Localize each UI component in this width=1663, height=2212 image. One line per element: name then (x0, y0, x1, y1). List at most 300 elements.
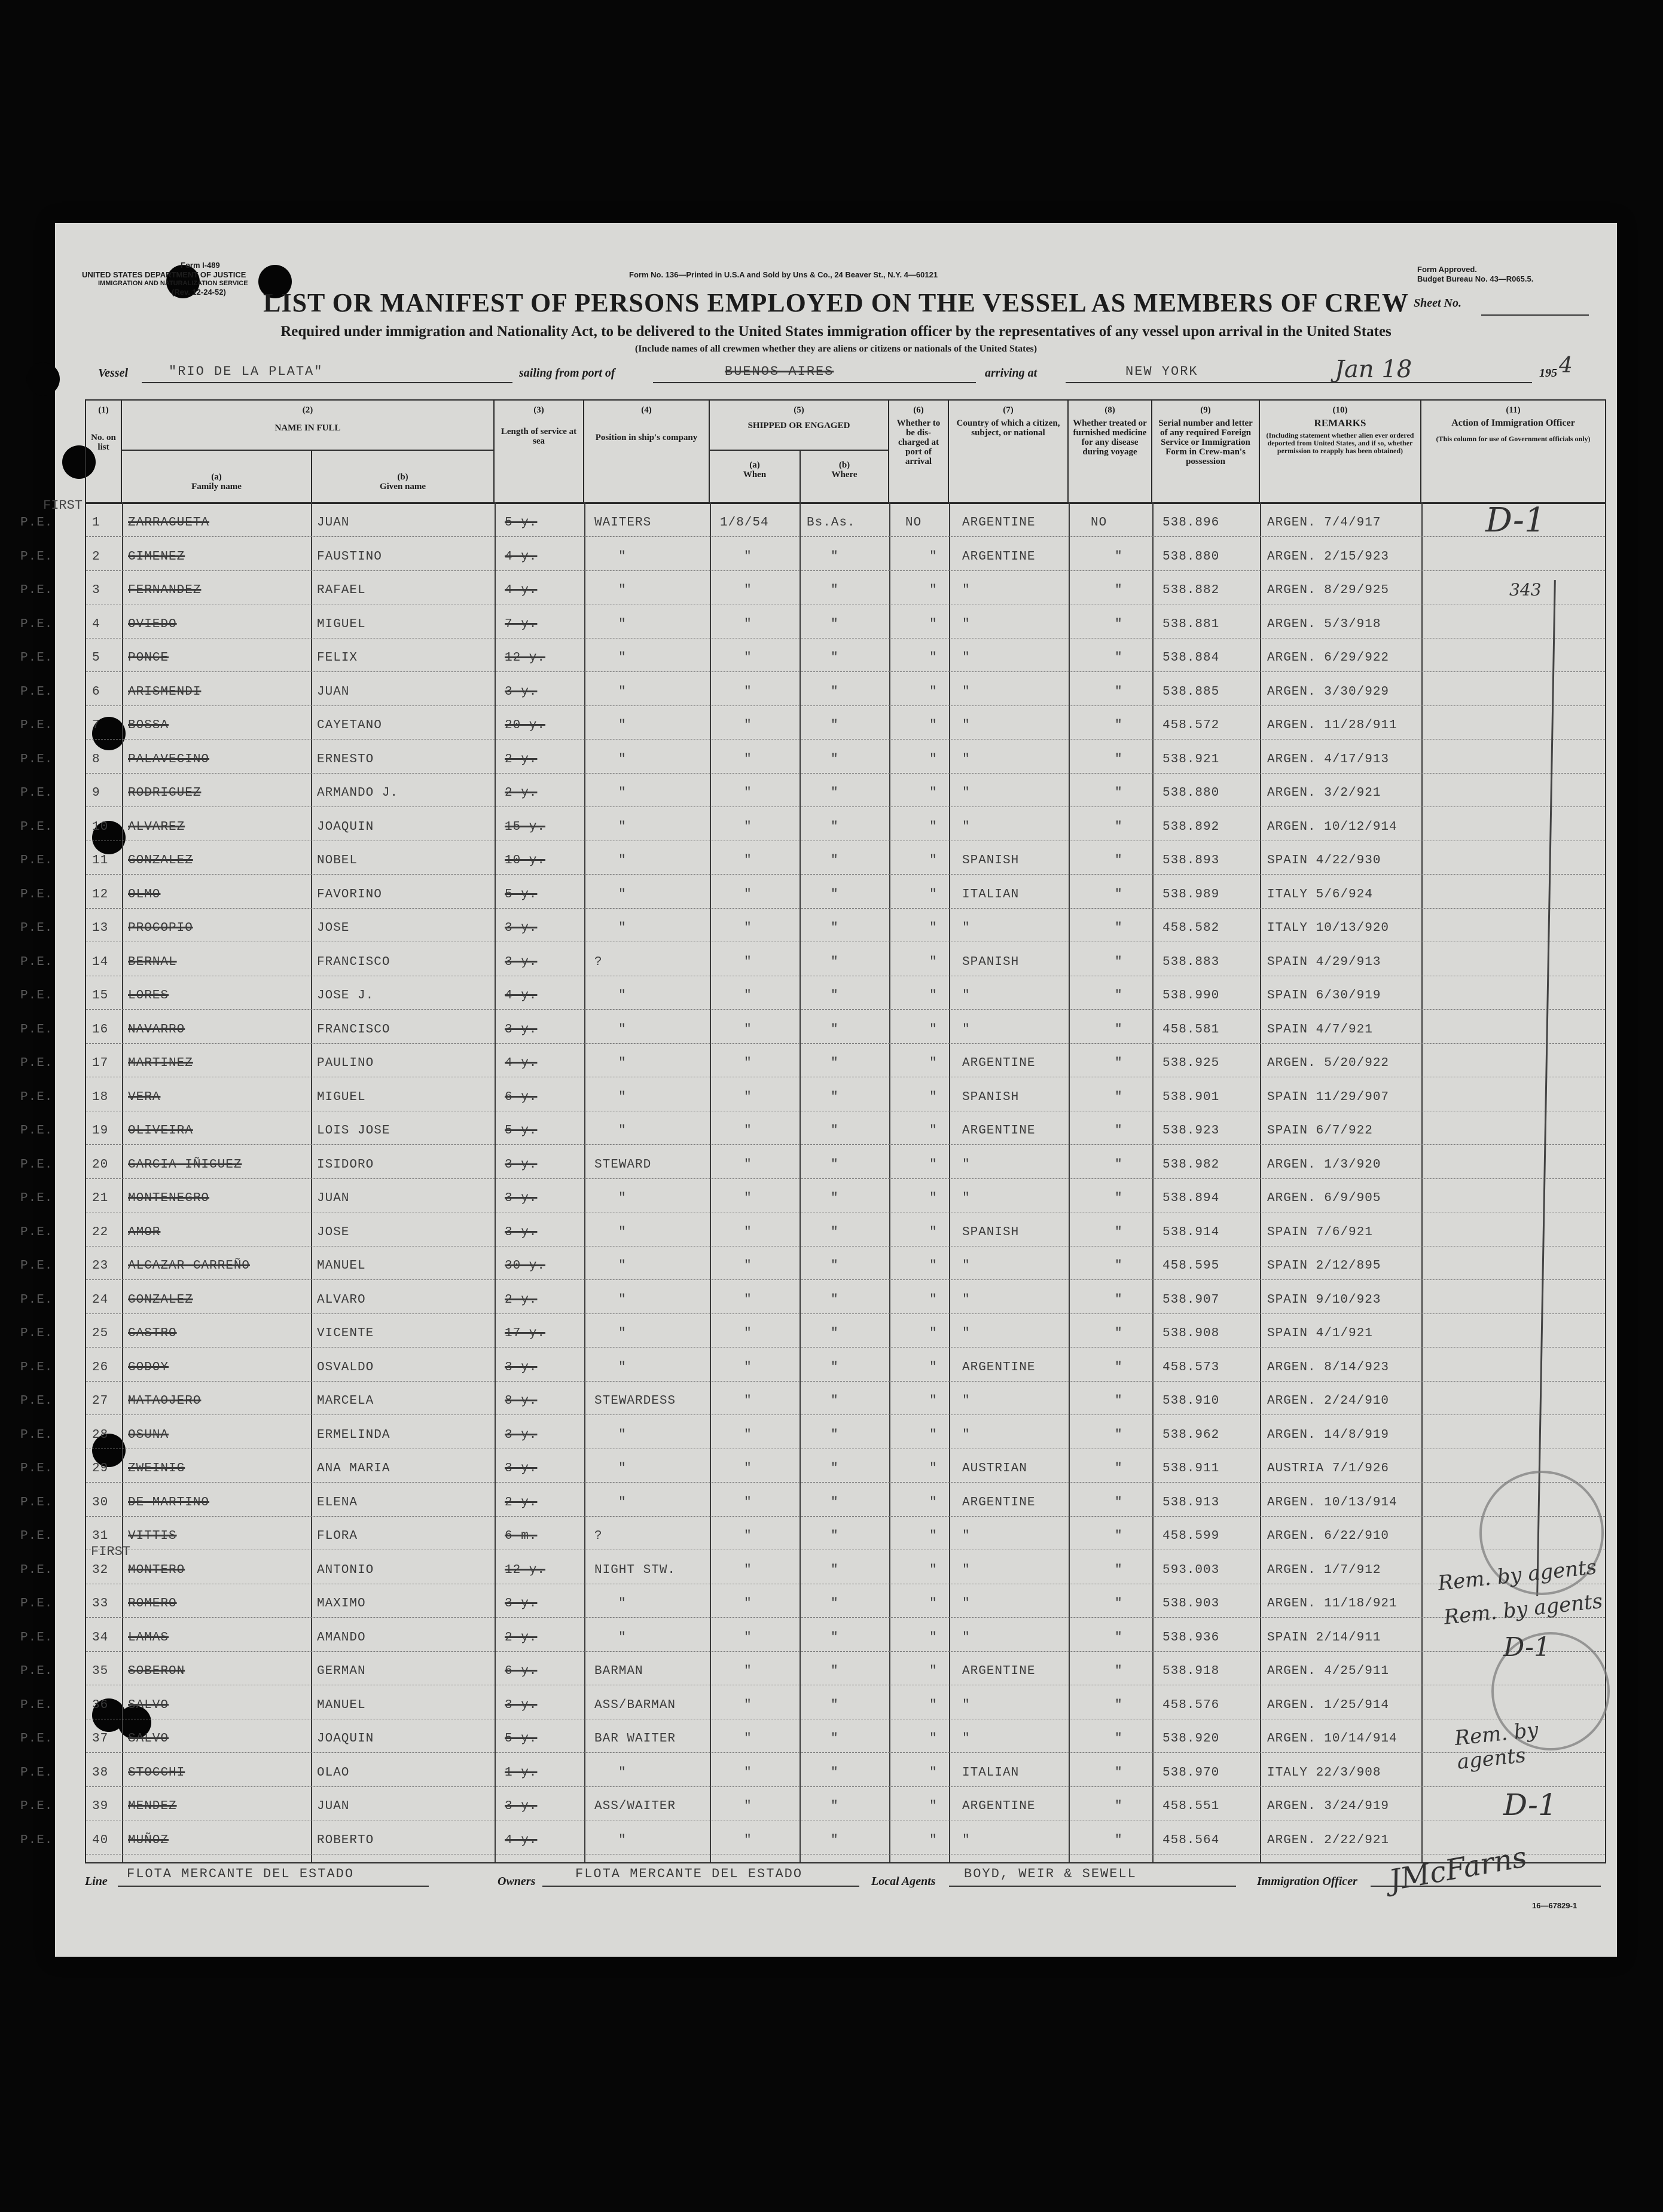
shipped-when: " (744, 820, 752, 834)
crew-class: P.E. (20, 1597, 53, 1611)
citizenship: ARGENTINE (962, 516, 1036, 530)
family-name: ALCAZAR CARREÑO (128, 1259, 251, 1273)
shipped-where: " (831, 1833, 839, 1847)
service-length: 4 y. (505, 549, 538, 564)
serial-number: 538.885 (1162, 685, 1220, 699)
medicine-flag: " (1115, 617, 1123, 631)
arrival-date-handwritten: Jan 18 (1335, 356, 1412, 383)
shipped-when: " (744, 1428, 752, 1442)
medicine-flag: " (1115, 1799, 1123, 1813)
crew-number: 31 (92, 1529, 109, 1543)
family-name: GARCIA IÑIGUEZ (128, 1157, 242, 1172)
family-name: CASTRO (128, 1327, 177, 1340)
serial-number: 538.913 (1162, 1495, 1220, 1510)
shipped-when: " (744, 1056, 752, 1070)
serial-number: 538.892 (1162, 820, 1220, 834)
given-name: RAFAEL (317, 583, 366, 597)
table-row (20, 978, 1605, 1012)
remarks: SPAIN 4/1/921 (1267, 1327, 1373, 1340)
given-name: LOIS JOSE (317, 1124, 390, 1138)
crew-number: 7 (92, 719, 100, 732)
crew-number: 34 (92, 1630, 109, 1645)
citizenship: " (962, 617, 971, 631)
service-length: 17 y. (505, 1327, 546, 1340)
citizenship: " (962, 1833, 971, 1847)
discharge-flag: " (929, 1022, 938, 1037)
family-name: BOSSA (128, 719, 169, 732)
col-medicine-header: (8) Whether treated or furnished medicine for any disease during voyage (1069, 401, 1152, 502)
table-row (20, 1688, 1605, 1721)
ship-position: ? (594, 955, 603, 969)
serial-number: 458.595 (1162, 1259, 1220, 1273)
remarks: ARGEN. 10/13/914 (1267, 1495, 1397, 1510)
shipped-when: " (744, 1124, 752, 1138)
crew-class: P.E. (20, 1630, 53, 1645)
crew-class: P.E. (20, 1732, 53, 1746)
citizenship: SPANISH (962, 1090, 1020, 1104)
shipped-where: " (831, 1462, 839, 1475)
citizenship: ARGENTINE (962, 1799, 1036, 1813)
row-rule (86, 1617, 1605, 1618)
discharge-flag: " (929, 1495, 938, 1510)
ship-position: " (618, 752, 627, 766)
remarks: ARGEN. 4/25/911 (1267, 1664, 1390, 1678)
given-name: JOSE J. (317, 989, 374, 1003)
table-row (20, 1586, 1605, 1620)
medicine-flag: " (1115, 1022, 1123, 1037)
service-length: 4 y. (505, 583, 538, 597)
remarks: ARGEN. 6/9/905 (1267, 1191, 1381, 1205)
shipped-when: " (744, 1597, 752, 1611)
crew-class: P.E. (20, 1394, 53, 1408)
shipped-when: " (744, 1360, 752, 1374)
ship-position: " (618, 1462, 627, 1475)
serial-number: 538.894 (1162, 1191, 1220, 1205)
medicine-flag: " (1115, 1529, 1123, 1543)
family-name: MONTENEGRO (128, 1191, 210, 1205)
medicine-flag: " (1115, 1664, 1123, 1678)
citizenship: ARGENTINE (962, 549, 1036, 564)
medicine-flag: " (1115, 752, 1123, 766)
serial-number: 458.551 (1162, 1799, 1220, 1813)
shipped-when: " (744, 1765, 752, 1780)
row-rule (86, 1414, 1605, 1415)
service-length: 2 y. (505, 1630, 538, 1645)
medicine-flag: " (1115, 887, 1123, 902)
crew-class: P.E. (20, 1259, 53, 1273)
form-number: Form I-489 (181, 261, 220, 270)
ship-position: NIGHT STW. (594, 1563, 676, 1577)
ship-position: " (618, 786, 627, 800)
citizenship: " (962, 1157, 971, 1172)
col-no-header: (1) No. on list (86, 401, 122, 502)
table-row (20, 911, 1605, 944)
service-length: 3 y. (505, 1597, 538, 1611)
row-rule (86, 1313, 1605, 1314)
citizenship: AUSTRIAN (962, 1462, 1027, 1475)
crew-number: 25 (92, 1327, 109, 1340)
shipped-when: " (744, 1293, 752, 1307)
citizenship: " (962, 820, 971, 834)
vessel-name: "RIO DE LA PLATA" (169, 364, 324, 379)
ship-position: " (618, 719, 627, 732)
crew-class: P.E. (20, 854, 53, 867)
officer-mark-d1: D-1 (1485, 501, 1546, 540)
col-position-header: (4) Position in ship's company (584, 401, 710, 502)
remarks: ARGEN. 3/2/921 (1267, 786, 1381, 800)
serial-number: 538.910 (1162, 1394, 1220, 1408)
medicine-flag: " (1115, 549, 1123, 564)
serial-number: 538.921 (1162, 752, 1220, 766)
shipped-where: " (831, 989, 839, 1003)
shipped-when: " (744, 1732, 752, 1746)
given-name: ROBERTO (317, 1833, 374, 1847)
ship-position: " (618, 1833, 627, 1847)
officer-mark-d3: D-1 (1503, 1788, 1557, 1822)
service-length: 4 y. (505, 1056, 538, 1070)
crew-class: P.E. (20, 786, 53, 800)
shipped-when: " (744, 1327, 752, 1340)
citizenship: " (962, 752, 971, 766)
service-length: 6 y. (505, 1664, 538, 1678)
remarks: SPAIN 4/29/913 (1267, 955, 1381, 969)
serial-number: 538.925 (1162, 1056, 1220, 1070)
given-name: JUAN (317, 685, 350, 699)
ship-position: " (618, 583, 627, 597)
medicine-flag: " (1115, 1597, 1123, 1611)
shipped-when: " (744, 1495, 752, 1510)
table-row (20, 1113, 1605, 1147)
shipped-where: " (831, 1225, 839, 1239)
shipped-when: " (744, 1664, 752, 1678)
given-name: JUAN (317, 1799, 350, 1813)
sheet-no-line (1481, 297, 1589, 316)
ship-position: " (618, 1022, 627, 1037)
medicine-flag: " (1115, 1563, 1123, 1577)
service-length: 3 y. (505, 1462, 538, 1475)
service-length: 3 y. (505, 1360, 538, 1374)
shipped-where: " (831, 887, 839, 902)
table-row (20, 1553, 1605, 1586)
shipped-where: " (831, 685, 839, 699)
family-name: MARTINEZ (128, 1056, 193, 1070)
discharge-flag: " (929, 921, 938, 935)
shipped-where: " (831, 1022, 839, 1037)
family-name: ZWEINIG (128, 1462, 185, 1475)
discharge-flag: " (929, 685, 938, 699)
discharge-flag: " (929, 989, 938, 1003)
serial-number: 538.923 (1162, 1124, 1220, 1138)
remarks: ARGEN. 2/24/910 (1267, 1394, 1390, 1408)
family-name: GONZALEZ (128, 1293, 193, 1307)
remarks: ARGEN. 8/14/923 (1267, 1360, 1390, 1374)
crew-class: P.E. (20, 1799, 53, 1813)
crew-class: P.E. (20, 1360, 53, 1374)
crew-number: 24 (92, 1293, 109, 1307)
discharge-flag: " (929, 1597, 938, 1611)
discharge-flag: " (929, 583, 938, 597)
shipped-where: " (831, 752, 839, 766)
crew-class: P.E. (20, 719, 53, 732)
discharge-flag: " (929, 786, 938, 800)
medicine-flag: " (1115, 1833, 1123, 1847)
shipped-where: " (831, 1191, 839, 1205)
ship-position: ASS/WAITER (594, 1799, 676, 1813)
service-length: 3 y. (505, 1191, 538, 1205)
given-name: JOAQUIN (317, 1732, 374, 1746)
discharge-flag: NO (905, 516, 922, 530)
service-length: 5 y. (505, 516, 538, 530)
given-name: ELENA (317, 1495, 358, 1510)
form-subnote: (Include names of all crewmen whether they are aliens or citizens or nationals of the United States) (634, 344, 1038, 354)
punch-hole (26, 362, 60, 396)
medicine-flag: " (1115, 854, 1123, 867)
shipped-when: " (744, 1090, 752, 1104)
shipped-when: " (744, 1698, 752, 1712)
service-length: 3 y. (505, 955, 538, 969)
crew-class: P.E. (20, 617, 53, 631)
family-name: BERNAL (128, 955, 177, 969)
shipped-where: " (831, 854, 839, 867)
remarks: ARGEN. 4/17/913 (1267, 752, 1390, 766)
given-name: MIGUEL (317, 617, 366, 631)
medicine-flag: " (1115, 786, 1123, 800)
given-name: ISIDORO (317, 1157, 374, 1172)
discharge-flag: " (929, 1563, 938, 1577)
crew-number: 2 (92, 549, 100, 564)
officer-mark-rem-2: Rem. by agents (1442, 1589, 1604, 1630)
shipped-when: " (744, 1529, 752, 1543)
serial-number: 538.982 (1162, 1157, 1220, 1172)
shipped-when: 1/8/54 (720, 516, 769, 530)
remarks: ARGEN. 2/22/921 (1267, 1833, 1390, 1847)
remarks: SPAIN 7/6/921 (1267, 1225, 1373, 1239)
crew-class: P.E. (20, 1495, 53, 1510)
serial-number: 538.893 (1162, 854, 1220, 867)
ship-position: " (618, 1225, 627, 1239)
col-discharge-header: (6) Whether to be dis-charged at port of arrival (889, 401, 949, 502)
shipped-where: " (831, 549, 839, 564)
table-row (20, 809, 1605, 843)
remarks: ARGEN. 5/20/922 (1267, 1056, 1390, 1070)
family-name: FERNANDEZ (128, 583, 202, 597)
serial-number: 538.920 (1162, 1732, 1220, 1746)
medicine-flag: " (1115, 1327, 1123, 1340)
shipped-where: Bs.As. (807, 516, 856, 530)
medicine-flag: " (1115, 1495, 1123, 1510)
crew-number: 23 (92, 1259, 109, 1273)
shipped-where: " (831, 1563, 839, 1577)
crew-class: P.E. (20, 1563, 53, 1577)
crew-number: 13 (92, 921, 109, 935)
shipped-where: " (831, 1090, 839, 1104)
header-rule (86, 502, 1605, 504)
sailing-label: sailing from port of (519, 366, 615, 380)
ship-position: " (618, 1090, 627, 1104)
shipped-when: " (744, 617, 752, 631)
table-row (20, 945, 1605, 978)
family-name: SOBERON (128, 1664, 185, 1678)
shipped-when: " (744, 854, 752, 867)
crew-number: 36 (92, 1698, 109, 1712)
table-row (20, 1248, 1605, 1282)
medicine-flag: " (1115, 1157, 1123, 1172)
table-row (20, 1721, 1605, 1755)
officer-mark-number: 343 (1509, 580, 1542, 600)
service-length: 2 y. (505, 1495, 538, 1510)
shipped-when: " (744, 1394, 752, 1408)
family-name: GODOY (128, 1360, 169, 1374)
shipped-where: " (831, 1495, 839, 1510)
row-rule (86, 1381, 1605, 1382)
crew-number: 16 (92, 1022, 109, 1037)
family-name: VERA (128, 1090, 161, 1104)
service-length: 30 y. (505, 1259, 546, 1273)
remarks: ARGEN. 7/4/917 (1267, 516, 1381, 530)
col-serial-header: (9) Serial number and letter of any required Foreign Service or Immigration Form in Crew-man's possession (1152, 401, 1260, 502)
serial-number: 538.970 (1162, 1765, 1220, 1780)
ship-position: " (618, 1293, 627, 1307)
shipped-when: " (744, 549, 752, 564)
discharge-flag: " (929, 1259, 938, 1273)
owners-label: Owners (498, 1875, 536, 1888)
family-name: LAMAS (128, 1630, 169, 1645)
citizenship: " (962, 651, 971, 665)
family-name: PONCE (128, 651, 169, 665)
service-length: 4 y. (505, 989, 538, 1003)
crew-number: 14 (92, 955, 109, 969)
shipped-when: " (744, 752, 752, 766)
medicine-flag: " (1115, 1124, 1123, 1138)
crew-class: P.E. (20, 1664, 53, 1678)
crew-number: 32 (92, 1563, 109, 1577)
ship-position: " (618, 989, 627, 1003)
remarks: ARGEN. 6/22/910 (1267, 1529, 1390, 1543)
family-name: VITTIS (128, 1529, 177, 1543)
citizenship: SPANISH (962, 1225, 1020, 1239)
ship-position: BARMAN (594, 1664, 643, 1678)
citizenship: " (962, 1394, 971, 1408)
discharge-flag: " (929, 1698, 938, 1712)
shipped-when: " (744, 1833, 752, 1847)
sheet-no-label: Sheet No. (1414, 297, 1461, 310)
shipped-when: " (744, 1563, 752, 1577)
row-rule (86, 1752, 1605, 1753)
table-row (20, 708, 1605, 741)
crew-class: P.E. (20, 1698, 53, 1712)
ship-position: STEWARD (594, 1157, 652, 1172)
ship-position: " (618, 921, 627, 935)
service-length: 3 y. (505, 1022, 538, 1037)
serial-number: 538.882 (1162, 583, 1220, 597)
table-row (20, 1519, 1605, 1552)
row-rule (86, 570, 1605, 571)
serial-number: 458.599 (1162, 1529, 1220, 1543)
given-name: FLORA (317, 1529, 358, 1543)
citizenship: " (962, 1191, 971, 1205)
dept-line-1: UNITED STATES DEPARTMENT OF JUSTICE (82, 270, 246, 279)
discharge-flag: " (929, 1732, 938, 1746)
ship-position: " (618, 685, 627, 699)
discharge-flag: " (929, 1833, 938, 1847)
shipped-where: " (831, 1124, 839, 1138)
table-row (20, 1012, 1605, 1046)
citizenship: " (962, 1022, 971, 1037)
medicine-flag: " (1115, 1259, 1123, 1273)
given-name: JOAQUIN (317, 820, 374, 834)
remarks: SPAIN 4/7/921 (1267, 1022, 1373, 1037)
citizenship: ARGENTINE (962, 1664, 1036, 1678)
crew-number: 38 (92, 1765, 109, 1780)
ship-position: " (618, 1056, 627, 1070)
row-rule (86, 705, 1605, 706)
crew-class: P.E. (20, 1124, 53, 1138)
ship-position: " (618, 854, 627, 867)
medicine-flag: " (1115, 1056, 1123, 1070)
ship-position: " (618, 1360, 627, 1374)
crew-class: P.E. (20, 955, 53, 969)
given-name: FRANCISCO (317, 955, 390, 969)
service-length: 2 y. (505, 1293, 538, 1307)
remarks: AUSTRIA 7/1/926 (1267, 1462, 1390, 1475)
crew-class: P.E. (20, 752, 53, 766)
citizenship: ITALIAN (962, 1765, 1020, 1780)
crew-number: 6 (92, 685, 100, 699)
crew-number: 12 (92, 887, 109, 902)
form-revision: (Rev. 12-24-52) (172, 288, 226, 297)
discharge-flag: " (929, 887, 938, 902)
crew-number: 5 (92, 651, 100, 665)
citizenship: " (962, 685, 971, 699)
shipped-when: " (744, 651, 752, 665)
family-name: GIMENEZ (128, 549, 185, 564)
table-row (20, 1147, 1605, 1181)
ship-position: " (618, 1597, 627, 1611)
medicine-flag: " (1115, 955, 1123, 969)
citizenship: SPANISH (962, 854, 1020, 867)
local-agents-value: BOYD, WEIR & SEWELL (964, 1866, 1137, 1881)
given-name: FAVORINO (317, 887, 382, 902)
arriving-label: arriving at (985, 366, 1038, 380)
medicine-flag: " (1115, 1765, 1123, 1780)
service-length: 3 y. (505, 1698, 538, 1712)
shipped-when: " (744, 786, 752, 800)
family-name: ZARRAGUETA (128, 516, 210, 530)
given-name: FRANCISCO (317, 1022, 390, 1037)
medicine-flag: " (1115, 1191, 1123, 1205)
table-row (20, 573, 1605, 606)
row-rule (86, 1144, 1605, 1145)
ship-position: " (618, 887, 627, 902)
shipped-where: " (831, 1529, 839, 1543)
ship-position: STEWARDESS (594, 1394, 676, 1408)
serial-number: 538.911 (1162, 1462, 1220, 1475)
remarks: SPAIN 11/29/907 (1267, 1090, 1390, 1104)
serial-number: 593.003 (1162, 1563, 1220, 1577)
discharge-flag: " (929, 1664, 938, 1678)
row-rule (86, 1651, 1605, 1652)
ship-position: " (618, 1630, 627, 1645)
citizenship: " (962, 1630, 971, 1645)
given-name: CAYETANO (317, 719, 382, 732)
service-length: 3 y. (505, 1225, 538, 1239)
service-length: 6 m. (505, 1529, 538, 1543)
citizenship: " (962, 1327, 971, 1340)
medicine-flag: " (1115, 1360, 1123, 1374)
serial-number: 458.581 (1162, 1022, 1220, 1037)
crew-class: P.E. (20, 820, 53, 834)
family-name: DE MARTINO (128, 1495, 210, 1510)
